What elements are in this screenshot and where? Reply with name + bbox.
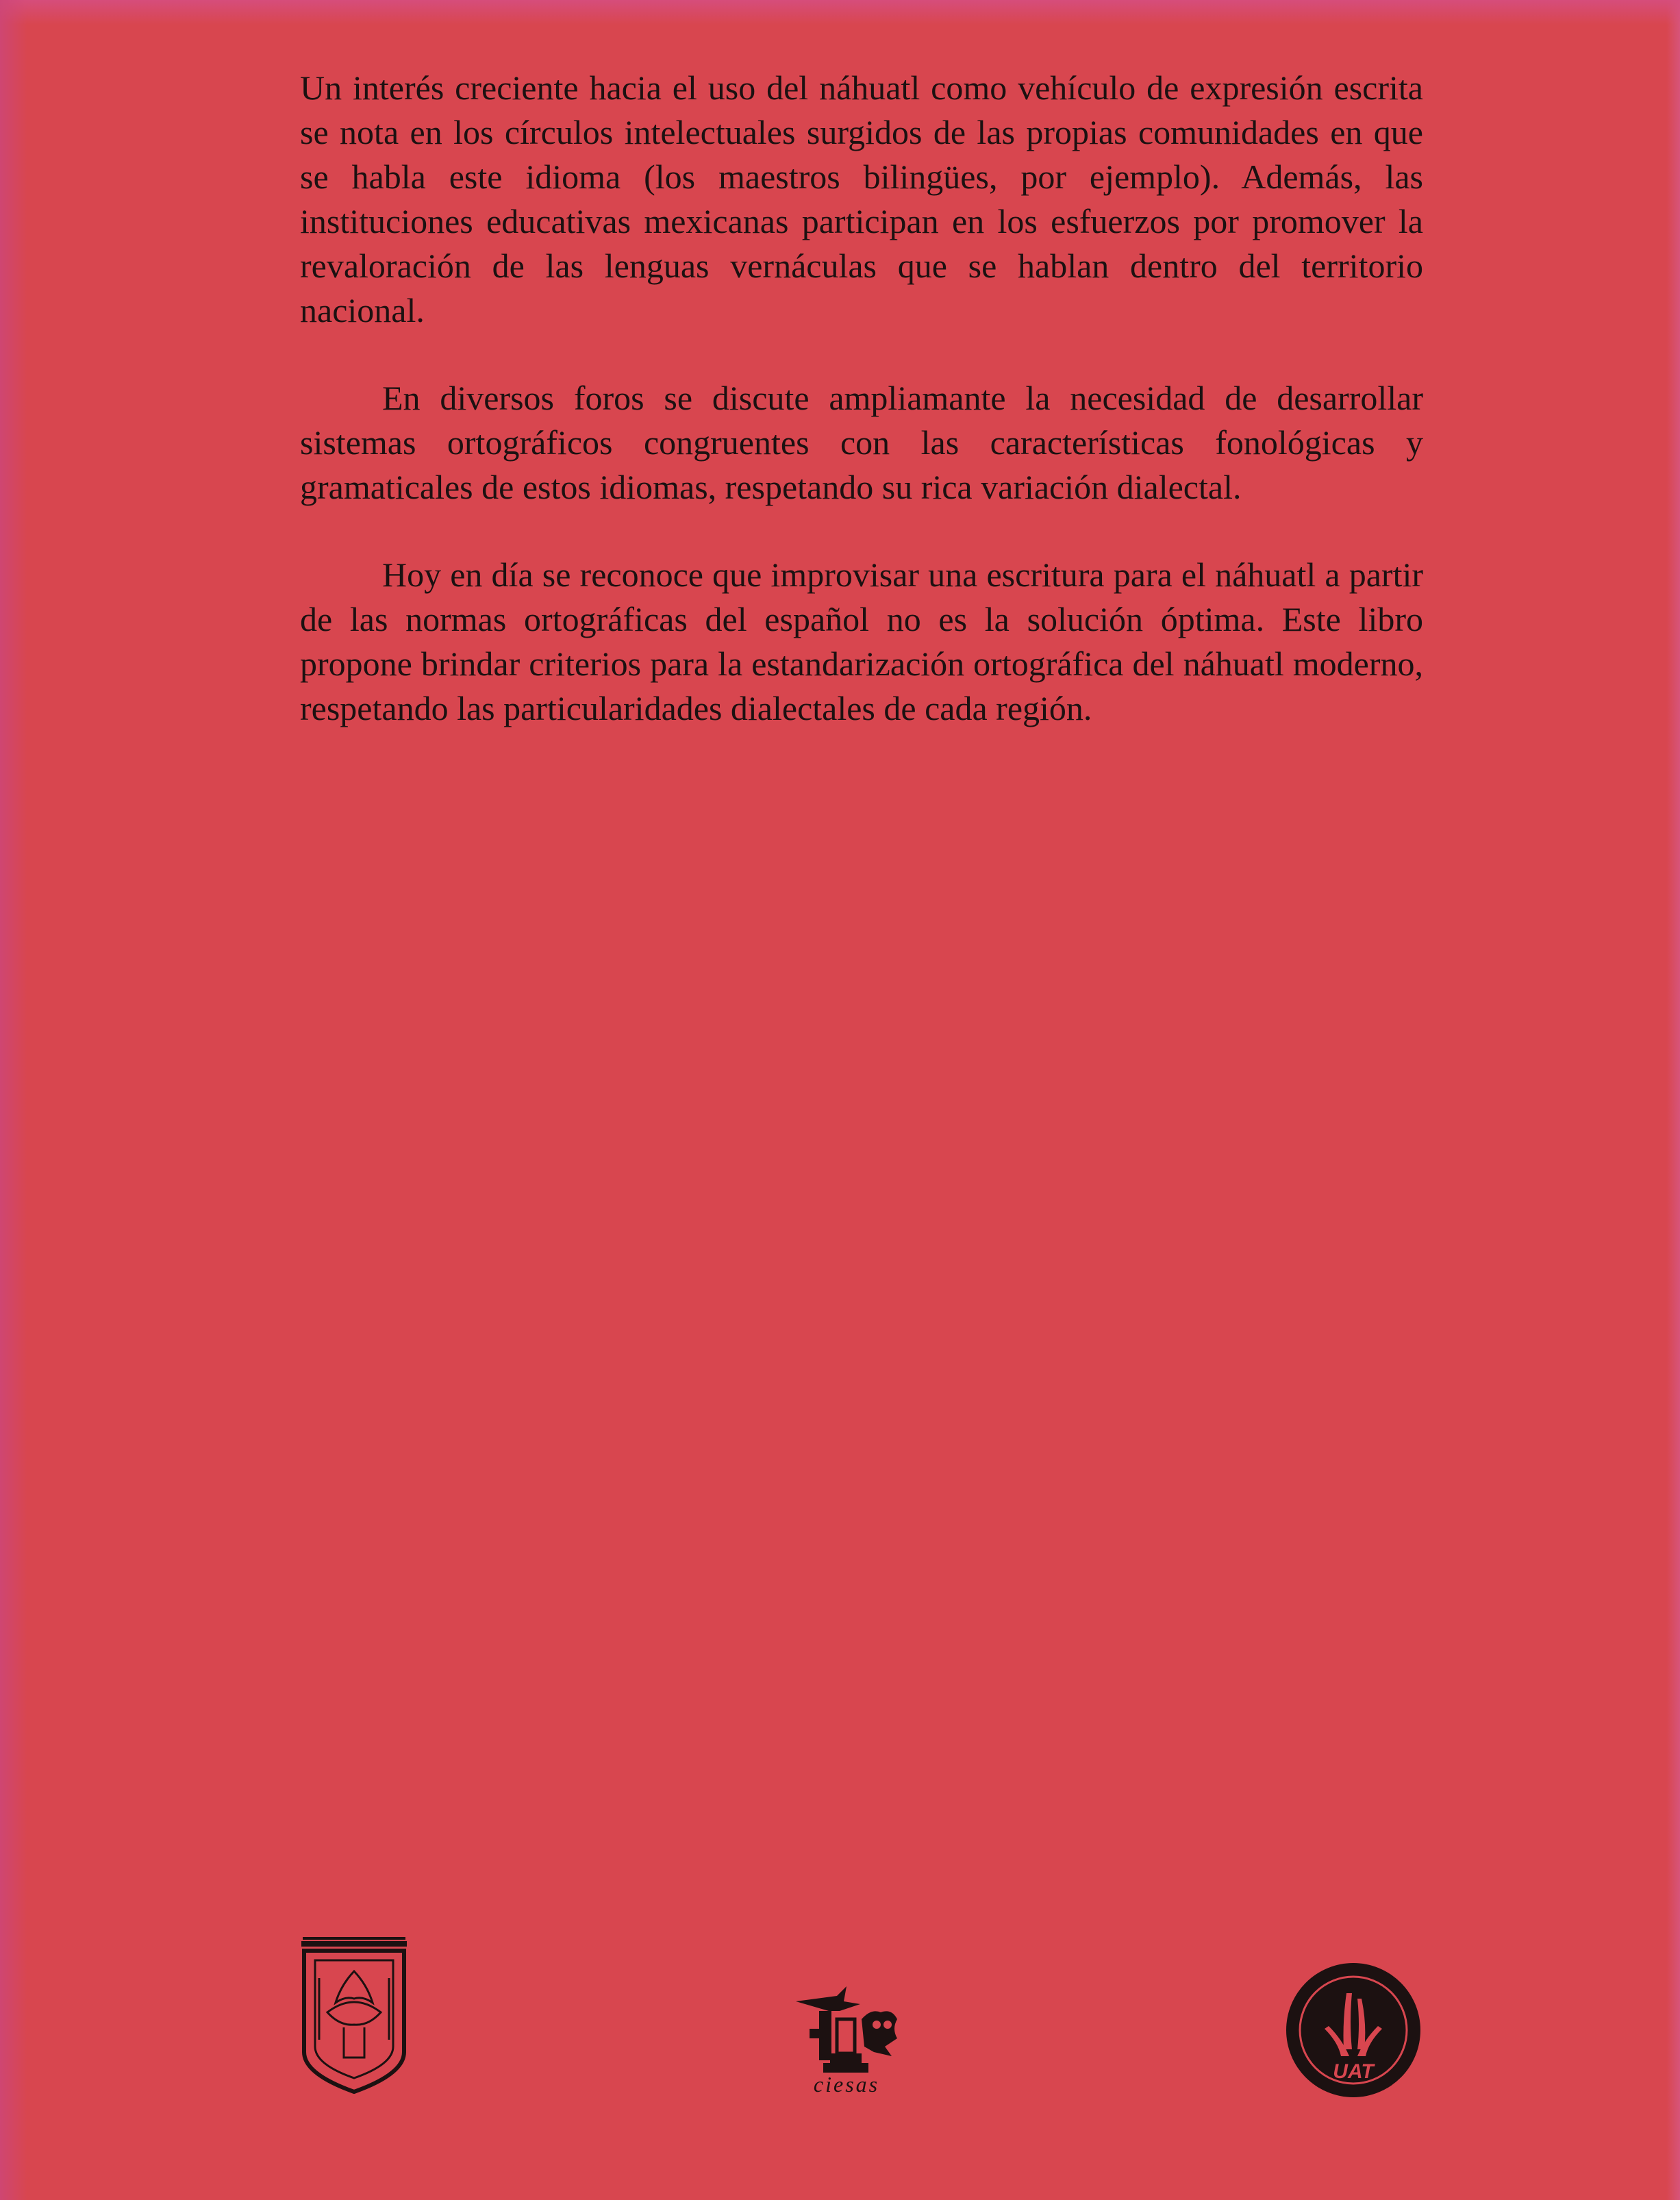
ciesas-label: ciesas — [813, 2072, 880, 2097]
paragraph-2: En diversos foros se discute ampliamante la necesidad de desarrollar sistemas ortográficos congruentes con las características fonológicas y gramaticales de estos idiomas, respetando su rica variación dialectal. — [300, 379, 1423, 506]
synopsis-text — [300, 66, 1423, 774]
paragraph-1: Un interés creciente hacia el uso del náhuatl como vehículo de expresión escrita se nota en los círculos intelectuales surgidos de las propias comunidades en que se habla este idioma (los maestros bilingües, por ejemplo). Además, las instituciones educativas mexicanas participan en los esfuerzos por promover la revaloración de las lenguas vernáculas que se hablan dentro del territorio nacional. — [300, 68, 1423, 329]
university-shield-icon — [300, 1937, 408, 2095]
paragraph-3: Hoy en día se reconoce que improvisar una escritura para el náhuatl a partir de las normas ortográficas del español no es la solución óptima. Este libro propone brindar criterios para la estandarización ortográfica del náhuatl moderno, respetando las particularidades dialectales de cada región. — [300, 555, 1423, 727]
uat-seal-text: UAT — [1333, 2060, 1374, 2083]
uat-seal-icon — [1283, 1960, 1423, 2100]
